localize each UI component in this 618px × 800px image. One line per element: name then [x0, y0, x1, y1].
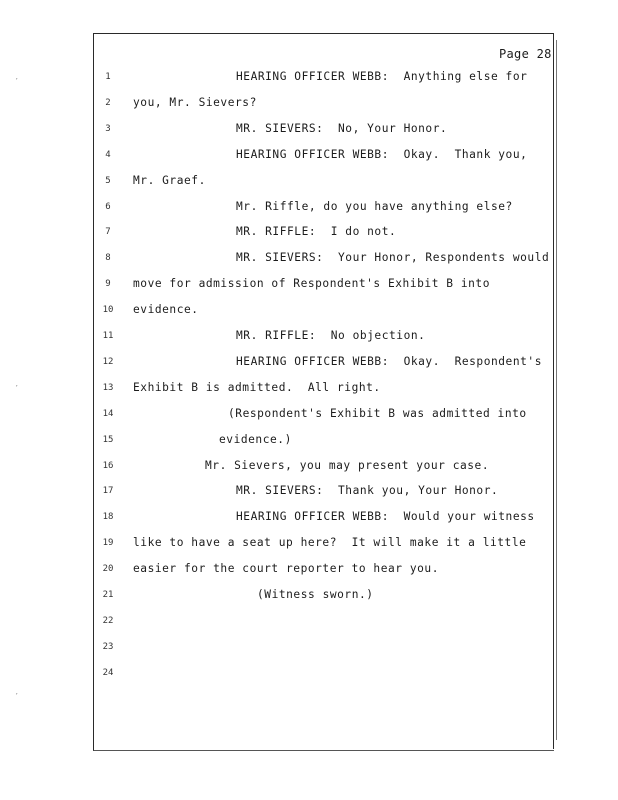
transcript-line: Mr. Graef.: [133, 173, 206, 187]
line-number: 23: [102, 641, 114, 652]
transcript-line: MR. SIEVERS: Your Honor, Respondents would: [236, 251, 550, 265]
transcript-line: like to have a seat up here? It will make it a little: [133, 536, 527, 550]
line-number: 8: [105, 253, 111, 264]
line-number: 13: [102, 382, 114, 393]
transcript-line: (Witness sworn.): [257, 588, 374, 601]
line-number: 6: [105, 201, 111, 212]
line-number: 21: [102, 590, 114, 600]
transcript-line: MR. SIEVERS: Thank you, Your Honor.: [236, 484, 499, 498]
line-number: 9: [105, 279, 111, 290]
scan-mark-top: ˊ: [14, 78, 20, 88]
transcript-line: HEARING OFFICER WEBB: Would your witness: [236, 510, 535, 524]
line-number: 10: [102, 305, 114, 316]
line-number: 2: [105, 97, 111, 108]
transcript-line: you, Mr. Sievers?: [133, 95, 257, 109]
page-border-right-inner: [556, 40, 557, 740]
transcript-line: move for admission of Respondent's Exhibit B into: [133, 277, 490, 291]
line-number: 11: [102, 331, 114, 341]
transcript-line: (Respondent's Exhibit B was admitted into: [228, 406, 527, 420]
transcript-line: Mr. Sievers, you may present your case.: [205, 458, 490, 472]
page-number-header: Page 28: [499, 47, 552, 61]
line-number: 15: [102, 434, 114, 445]
transcript-line: HEARING OFFICER WEBB: Okay. Respondent's: [236, 354, 542, 368]
line-number: 3: [105, 123, 111, 134]
scan-mark-bottom: ˊ: [14, 693, 20, 703]
transcript-line: MR. RIFFLE: I do not.: [236, 225, 397, 239]
line-number: 20: [102, 564, 114, 575]
transcript-line: easier for the court reporter to hear you.: [133, 562, 439, 576]
line-number: 1: [105, 72, 111, 82]
transcript-line: HEARING OFFICER WEBB: Anything else for: [236, 70, 528, 83]
transcript-line: evidence.): [219, 432, 292, 446]
line-number: 12: [102, 356, 114, 367]
transcript-line: HEARING OFFICER WEBB: Okay. Thank you,: [236, 147, 528, 161]
line-number: 14: [102, 408, 114, 419]
line-number: 4: [105, 149, 111, 160]
transcript-line: MR. RIFFLE: No objection.: [236, 329, 426, 342]
line-number: 24: [102, 667, 114, 678]
transcript-line: Mr. Riffle, do you have anything else?: [236, 199, 513, 213]
line-number: 22: [102, 615, 114, 626]
line-number: 5: [105, 175, 111, 186]
transcript-line: Exhibit B is admitted. All right.: [133, 380, 381, 394]
transcript-line: MR. SIEVERS: No, Your Honor.: [236, 121, 448, 135]
line-number: 7: [105, 227, 111, 238]
transcript-line: evidence.: [133, 303, 199, 317]
scan-mark-middle: ˊ: [14, 385, 20, 395]
line-number: 19: [102, 538, 114, 549]
line-number: 16: [102, 460, 114, 471]
line-number: 18: [102, 512, 114, 523]
page-border-right: [553, 33, 554, 749]
line-number: 17: [102, 486, 114, 497]
